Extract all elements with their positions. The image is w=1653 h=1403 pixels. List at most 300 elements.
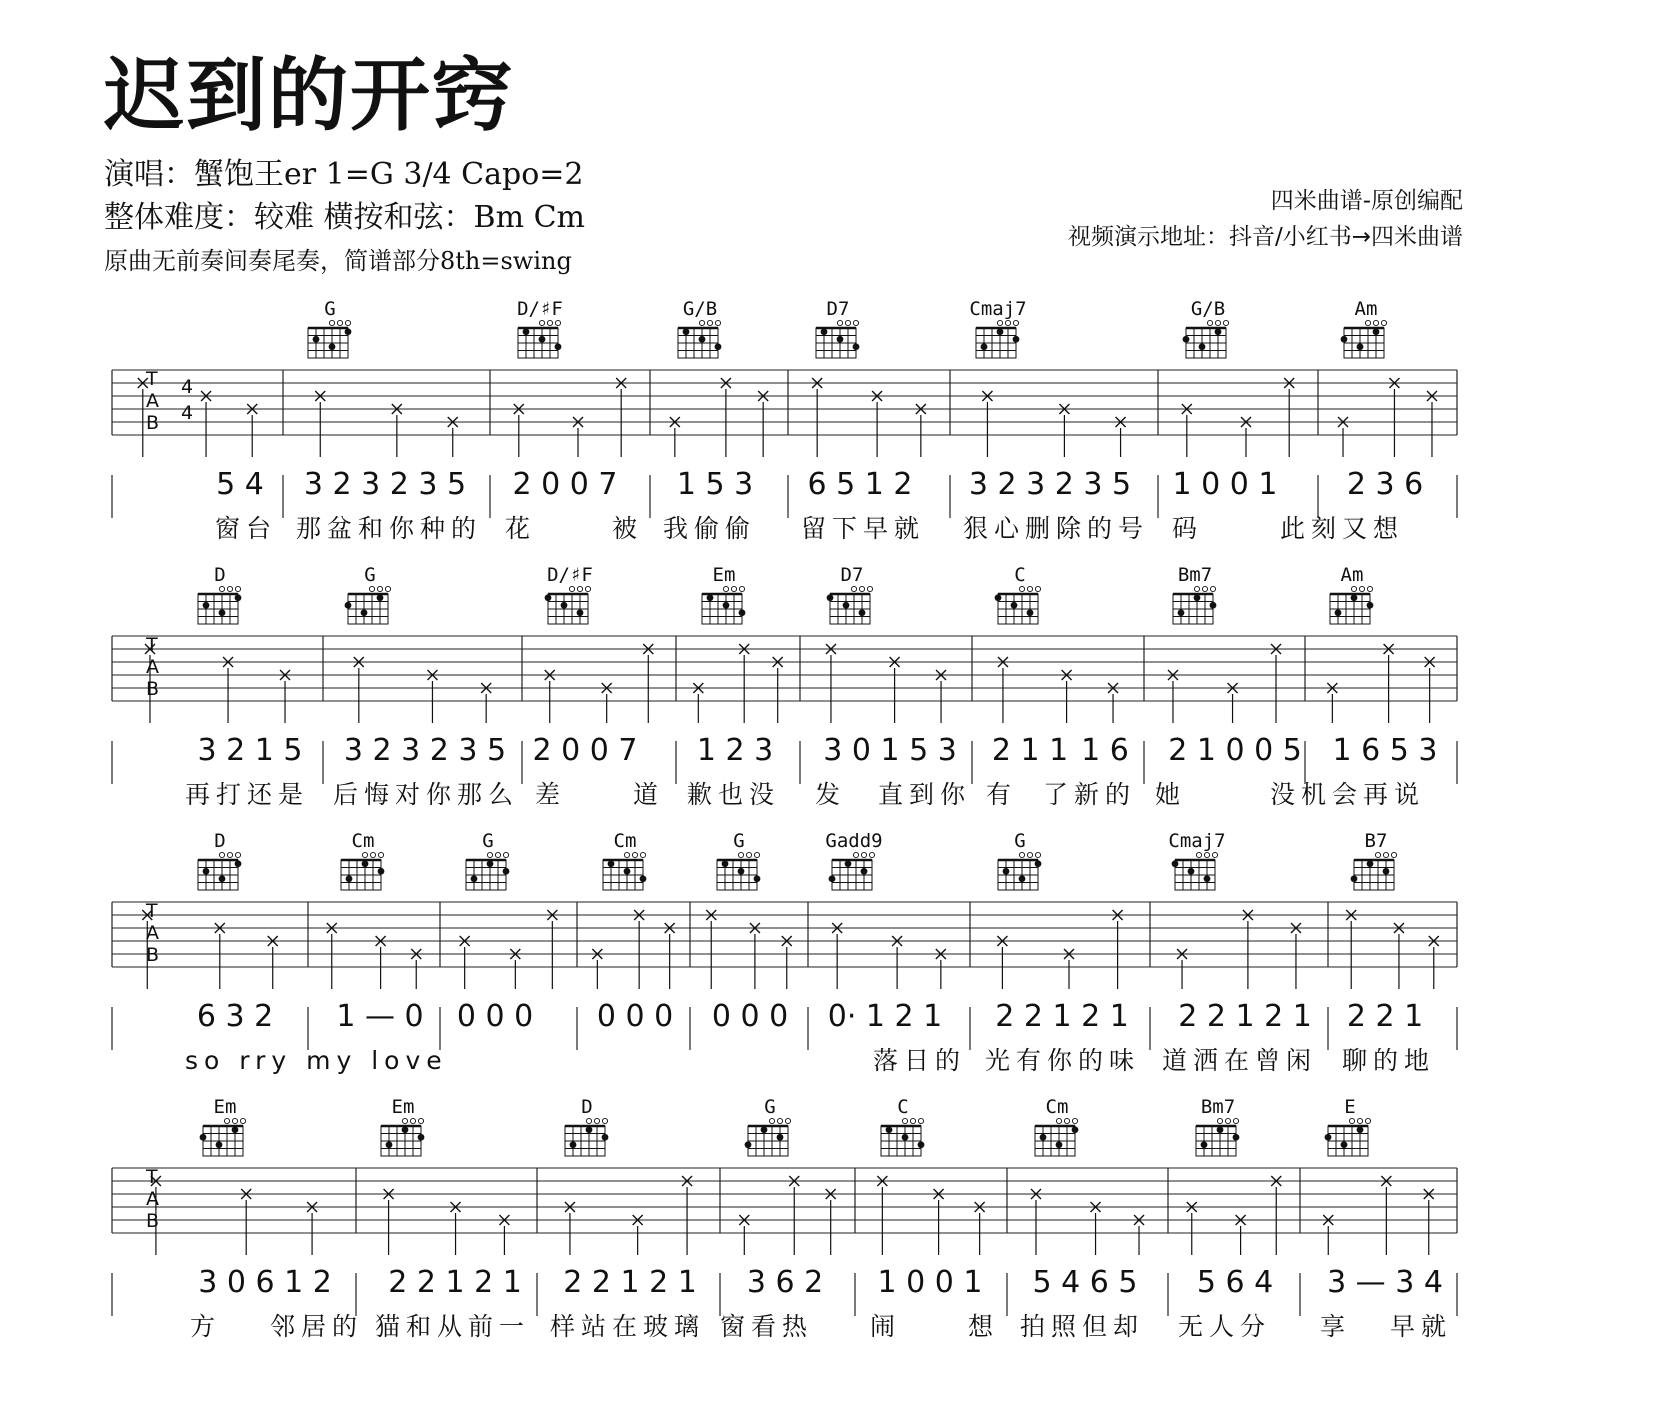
fret-dot (346, 875, 353, 882)
fret-dot (745, 1141, 752, 1148)
tab-note (307, 1202, 317, 1255)
jianpu-measure: 2 2 1 (1346, 999, 1424, 1034)
tab-clef-letter: B (146, 944, 160, 966)
fret-dot (1373, 328, 1380, 335)
fret-dot (981, 343, 988, 350)
open-string-mark (235, 586, 240, 591)
lyric-text: 早就 (1390, 1312, 1453, 1341)
fret-dot (1367, 860, 1374, 867)
chord-diagram (1167, 830, 1227, 900)
lyric-text: 歉也没 (687, 780, 781, 809)
chord-name: D (581, 1096, 593, 1118)
tab-note (1327, 683, 1337, 723)
fret-dot (997, 328, 1004, 335)
chord-fretboard-icon (670, 318, 730, 364)
open-string-mark (240, 1118, 245, 1123)
jianpu-measure: 1 — 0 (336, 999, 424, 1034)
fret-dot (918, 1141, 925, 1148)
fret-dot (902, 1134, 909, 1141)
tab-note (354, 657, 364, 723)
tab-note (1134, 1215, 1144, 1255)
open-string-mark (1202, 586, 1207, 591)
open-string-mark (385, 586, 390, 591)
fret-dot (539, 336, 546, 343)
fret-dot (1172, 860, 1179, 867)
fret-dot (1188, 868, 1195, 875)
chord-name: Cmaj7 (1168, 830, 1226, 852)
open-string-mark (869, 852, 874, 857)
chord-fretboard-icon (340, 584, 400, 630)
difficulty-info: 整体难度：较难 横按和弦：Bm Cm (104, 200, 585, 235)
open-string-mark (699, 320, 704, 325)
tab-clef-letter: A (146, 922, 159, 944)
arrangement-note: 原曲无前奏间奏尾奏，简谱部分8th=swing (104, 247, 572, 275)
chord-fretboard-icon (190, 584, 250, 630)
open-string-mark (1381, 320, 1386, 325)
open-string-mark (487, 852, 492, 857)
open-string-mark (539, 320, 544, 325)
open-string-mark (503, 852, 508, 857)
open-string-mark (219, 852, 224, 857)
chord-name: Em (213, 1096, 237, 1118)
lyric-text: 猫和从前一 (375, 1312, 531, 1341)
chord-name: Cmaj7 (969, 298, 1027, 320)
jianpu-measure: 3 0 6 1 2 (198, 1265, 332, 1300)
tab-note (460, 936, 470, 989)
chord-diagram (190, 830, 250, 900)
open-string-mark (1019, 852, 1024, 857)
tab-note (223, 657, 233, 723)
lyric-text: 窗台 (215, 514, 278, 543)
tab-note (427, 670, 437, 723)
chord-name: C (1014, 564, 1026, 586)
tab-note (392, 404, 402, 457)
chord-fretboard-icon (808, 318, 868, 364)
tab-note (499, 1215, 509, 1255)
open-string-mark (1351, 586, 1356, 591)
jianpu-measure: 2 2 1 2 1 (388, 1265, 522, 1300)
chord-name: D7 (840, 564, 864, 586)
lyric-text: 没机会再说 (1270, 780, 1426, 809)
tab-note (750, 923, 760, 989)
tab-note (280, 670, 290, 723)
chord-fretboard-icon (1178, 318, 1238, 364)
open-string-mark (640, 852, 645, 857)
open-string-mark (1359, 586, 1364, 591)
chord-diagram (458, 830, 518, 900)
open-string-mark (1005, 320, 1010, 325)
open-string-mark (853, 320, 858, 325)
chord-fretboard-icon (300, 318, 360, 364)
fret-dot (845, 860, 852, 867)
fret-dot (722, 860, 729, 867)
open-string-mark (997, 320, 1002, 325)
open-string-mark (723, 586, 728, 591)
chord-fretboard-icon (1027, 1116, 1087, 1162)
chord-name: C (897, 1096, 909, 1118)
fret-dot (362, 860, 369, 867)
open-string-mark (219, 586, 224, 591)
open-string-mark (853, 852, 858, 857)
chord-fretboard-icon (709, 850, 769, 896)
jianpu-measure: 3 0 1 5 3 (823, 733, 957, 768)
lyric-text: 直到你 (878, 780, 972, 809)
lyric-text: 狠心删除的号 (963, 514, 1150, 543)
fret-dot (738, 868, 745, 875)
fret-dot (555, 343, 562, 350)
chord-diagram (670, 298, 730, 368)
open-string-mark (1383, 852, 1388, 857)
open-string-mark (227, 586, 232, 591)
fret-dot (853, 343, 860, 350)
open-string-mark (577, 586, 582, 591)
lyric-text: 码 (1172, 514, 1204, 543)
chord-name: Gadd9 (825, 830, 883, 852)
fret-dot (715, 343, 722, 350)
open-string-mark (1027, 852, 1032, 857)
fret-dot (827, 594, 834, 601)
tab-note (1384, 644, 1394, 723)
fret-dot (345, 602, 352, 609)
tab-note (451, 1202, 461, 1255)
fret-dot (219, 875, 226, 882)
chord-name: Cm (1045, 1096, 1069, 1118)
score-system-1 (0, 290, 1653, 560)
tab-note (1291, 923, 1301, 989)
tab-note (1059, 404, 1069, 457)
tab-note (982, 391, 992, 457)
fret-dot (361, 609, 368, 616)
tab-note (643, 644, 653, 723)
fret-dot (829, 875, 836, 882)
tab-note (1064, 949, 1074, 989)
fret-dot (1217, 1126, 1224, 1133)
fret-dot (503, 868, 510, 875)
score-system-3 (0, 822, 1653, 1092)
open-string-mark (369, 586, 374, 591)
fret-dot (683, 328, 690, 335)
fret-dot (1383, 868, 1390, 875)
tab-note (890, 657, 900, 723)
tab-clef-letter: B (146, 1210, 160, 1232)
jianpu-measure: 0· 1 2 1 (827, 999, 943, 1034)
fret-dot (821, 328, 828, 335)
lyric-text: 道 (633, 780, 665, 809)
tab-note (1381, 1176, 1391, 1255)
lyric-text: 被 (612, 514, 644, 543)
open-string-mark (569, 586, 574, 591)
tab-note (1031, 1189, 1041, 1255)
open-string-mark (859, 586, 864, 591)
fret-dot (329, 343, 336, 350)
open-string-mark (594, 1118, 599, 1123)
chord-diagram (822, 564, 882, 634)
chord-fretboard-icon (990, 850, 1050, 896)
chord-name: Am (1340, 564, 1364, 586)
open-string-mark (586, 1118, 591, 1123)
tab-note (721, 378, 731, 457)
chord-fretboard-icon (1346, 850, 1406, 896)
open-string-mark (1210, 586, 1215, 591)
fret-dot (624, 868, 631, 875)
tab-note (376, 936, 386, 989)
jianpu-measure: 1 6 (1081, 733, 1129, 768)
fret-dot (777, 1134, 784, 1141)
time-signature-digit: 4 (181, 376, 194, 398)
open-string-mark (1349, 1118, 1354, 1123)
fret-dot (995, 594, 1002, 601)
lyric-text: 差 (535, 780, 567, 809)
fret-dot (843, 602, 850, 609)
chord-name: D7 (826, 298, 850, 320)
fret-dot (861, 868, 868, 875)
lyric-text: 她 (1155, 780, 1187, 809)
open-string-mark (329, 320, 334, 325)
open-string-mark (1207, 320, 1212, 325)
chord-fretboard-icon (595, 850, 655, 896)
open-string-mark (632, 852, 637, 857)
chord-name: E (1344, 1096, 1356, 1118)
jianpu-measure: 6 3 2 (196, 999, 274, 1034)
fret-dot (1072, 1126, 1079, 1133)
tab-note (602, 683, 612, 723)
tab-note (693, 683, 703, 723)
open-string-mark (845, 320, 850, 325)
chord-diagram (1346, 830, 1406, 900)
tab-note (545, 670, 555, 723)
open-string-mark (1367, 586, 1372, 591)
chord-name: G (1014, 830, 1026, 852)
lyric-text: 发 (815, 780, 847, 809)
tab-note (916, 404, 926, 457)
chord-diagram (1322, 564, 1382, 634)
score-system-2 (0, 556, 1653, 826)
tab-note (448, 417, 458, 457)
tab-note (934, 1189, 944, 1255)
chord-name: D (214, 564, 226, 586)
fret-dot (1201, 1141, 1208, 1148)
fret-dot (1233, 1134, 1240, 1141)
tab-note (634, 910, 644, 989)
fret-dot (761, 1126, 768, 1133)
lyric-text: 无人分 (1178, 1312, 1272, 1341)
fret-dot (1335, 609, 1342, 616)
chord-fretboard-icon (1336, 318, 1396, 364)
tab-note (247, 404, 257, 457)
tab-note (682, 1176, 692, 1255)
fret-dot (313, 336, 320, 343)
chord-name: Am (1354, 298, 1378, 320)
tab-note (936, 949, 946, 989)
lyric-text: 邻居的 (270, 1312, 364, 1341)
chord-name: Cm (351, 830, 375, 852)
tab-note (547, 910, 557, 989)
tab-note (706, 910, 716, 989)
open-string-mark (495, 852, 500, 857)
jianpu-measure: 3 2 3 2 3 5 (968, 467, 1132, 502)
tab-note (1236, 1215, 1246, 1255)
chord-fretboard-icon (822, 584, 882, 630)
tab-note (201, 391, 211, 457)
tab-note (1427, 391, 1437, 457)
jianpu-measure: 3 — 3 4 (1327, 1265, 1443, 1300)
open-string-mark (738, 852, 743, 857)
fret-dot (707, 594, 714, 601)
chord-name: Em (712, 564, 736, 586)
fret-dot (723, 602, 730, 609)
open-string-mark (378, 852, 383, 857)
open-string-mark (418, 1118, 423, 1123)
open-string-mark (1064, 1118, 1069, 1123)
tab-note (592, 949, 602, 989)
chord-name: Cm (613, 830, 637, 852)
chord-fretboard-icon (1167, 850, 1227, 896)
fret-dot (739, 609, 746, 616)
chord-diagram (333, 830, 393, 900)
tab-note (327, 923, 337, 989)
tab-clef-letter: T (146, 634, 158, 656)
tab-note (633, 1215, 643, 1255)
tab-clef-letter: B (146, 412, 160, 434)
open-string-mark (1019, 586, 1024, 591)
open-string-mark (402, 1118, 407, 1123)
fret-dot (1325, 1134, 1332, 1141)
video-credit: 视频演示地址：抖音/小红书→四米曲谱 (1067, 224, 1463, 250)
tab-note (892, 936, 902, 989)
tab-note (758, 391, 768, 457)
chord-fretboard-icon (1165, 584, 1225, 630)
tab-note (739, 644, 749, 723)
chord-diagram (808, 298, 868, 368)
chord-name: Bm7 (1177, 564, 1213, 586)
tab-note (1108, 683, 1118, 723)
fret-dot (570, 1141, 577, 1148)
open-string-mark (739, 586, 744, 591)
chord-diagram (990, 564, 1050, 634)
open-string-mark (1013, 320, 1018, 325)
open-string-mark (769, 1118, 774, 1123)
chord-fretboard-icon (510, 318, 570, 364)
open-string-mark (224, 1118, 229, 1123)
chord-diagram (300, 298, 360, 368)
tab-note (268, 936, 278, 989)
fret-dot (418, 1134, 425, 1141)
fret-dot (1367, 602, 1374, 609)
tab-clef-letter: A (146, 390, 159, 412)
score-system-4 (0, 1088, 1653, 1358)
chord-fretboard-icon (458, 850, 518, 896)
fret-dot (1341, 336, 1348, 343)
open-string-mark (867, 586, 872, 591)
chord-fretboard-icon (1188, 1116, 1248, 1162)
open-string-mark (1215, 320, 1220, 325)
fret-dot (1040, 1134, 1047, 1141)
chord-diagram (373, 1096, 433, 1166)
chord-diagram (540, 564, 600, 634)
lyric-text: 道洒在曾闲 (1162, 1046, 1318, 1075)
fret-dot (523, 328, 530, 335)
jianpu-measure: 5 6 4 (1196, 1265, 1274, 1300)
jianpu-measure: 3 2 1 5 (197, 733, 303, 768)
fret-dot (577, 609, 584, 616)
lyric-text: 闹 (870, 1312, 902, 1341)
chord-diagram (1178, 298, 1238, 368)
tab-note (1177, 949, 1187, 989)
lyric-text: 落日的 (873, 1046, 967, 1075)
open-string-mark (1196, 852, 1201, 857)
jianpu-measure: 2 1 0 0 5 (1168, 733, 1302, 768)
fret-dot (1003, 868, 1010, 875)
tab-note (665, 923, 675, 989)
tab-note (877, 1176, 887, 1255)
lyric-text: 窗看热 (720, 1312, 814, 1341)
open-string-mark (1357, 1118, 1362, 1123)
open-string-mark (370, 852, 375, 857)
open-string-mark (1217, 1118, 1222, 1123)
open-string-mark (851, 586, 856, 591)
open-string-mark (1056, 1118, 1061, 1123)
open-string-mark (746, 852, 751, 857)
open-string-mark (227, 852, 232, 857)
tab-note (384, 1189, 394, 1255)
lyric-text: 那盆和你种的 (296, 514, 483, 543)
open-string-mark (861, 852, 866, 857)
lyric-text: 我偷偷 (663, 514, 757, 543)
open-string-mark (731, 586, 736, 591)
open-string-mark (624, 852, 629, 857)
tab-note (789, 1176, 799, 1255)
fret-dot (1183, 336, 1190, 343)
lyric-text: 后悔对你那么 (333, 780, 520, 809)
tab-note (514, 404, 524, 457)
chord-diagram (340, 564, 400, 634)
fret-dot (608, 860, 615, 867)
chord-fretboard-icon (824, 850, 884, 896)
jianpu-measure: 5 4 (216, 467, 264, 502)
chord-fretboard-icon (190, 850, 250, 896)
jianpu-measure: 2 2 1 2 1 (995, 999, 1129, 1034)
open-string-mark (1233, 1118, 1238, 1123)
chord-diagram (824, 830, 884, 900)
fret-dot (1199, 343, 1206, 350)
open-string-mark (1035, 586, 1040, 591)
open-string-mark (902, 1118, 907, 1123)
fret-dot (487, 860, 494, 867)
fret-dot (402, 1126, 409, 1133)
open-string-mark (777, 1118, 782, 1123)
tab-note (1243, 910, 1253, 989)
jianpu-measure: 2 3 6 (1346, 467, 1424, 502)
open-string-mark (1027, 586, 1032, 591)
song-title: 迟到的开窍 (104, 48, 514, 142)
chord-name: D (214, 830, 226, 852)
chord-fretboard-icon (694, 584, 754, 630)
lyric-text: so rry my love (185, 1046, 448, 1075)
lyric-text: 想 (968, 1312, 1000, 1341)
open-string-mark (785, 1118, 790, 1123)
jianpu-measure: 6 5 1 2 (807, 467, 913, 502)
open-string-mark (1365, 1118, 1370, 1123)
jianpu-measure: 3 2 3 2 3 5 (343, 733, 507, 768)
tab-note (1091, 1202, 1101, 1255)
open-string-mark (585, 586, 590, 591)
tab-note (1394, 923, 1404, 989)
chord-diagram (740, 1096, 800, 1166)
open-string-mark (1225, 1118, 1230, 1123)
chord-fretboard-icon (540, 584, 600, 630)
fret-dot (1013, 336, 1020, 343)
tab-note (998, 657, 1008, 723)
